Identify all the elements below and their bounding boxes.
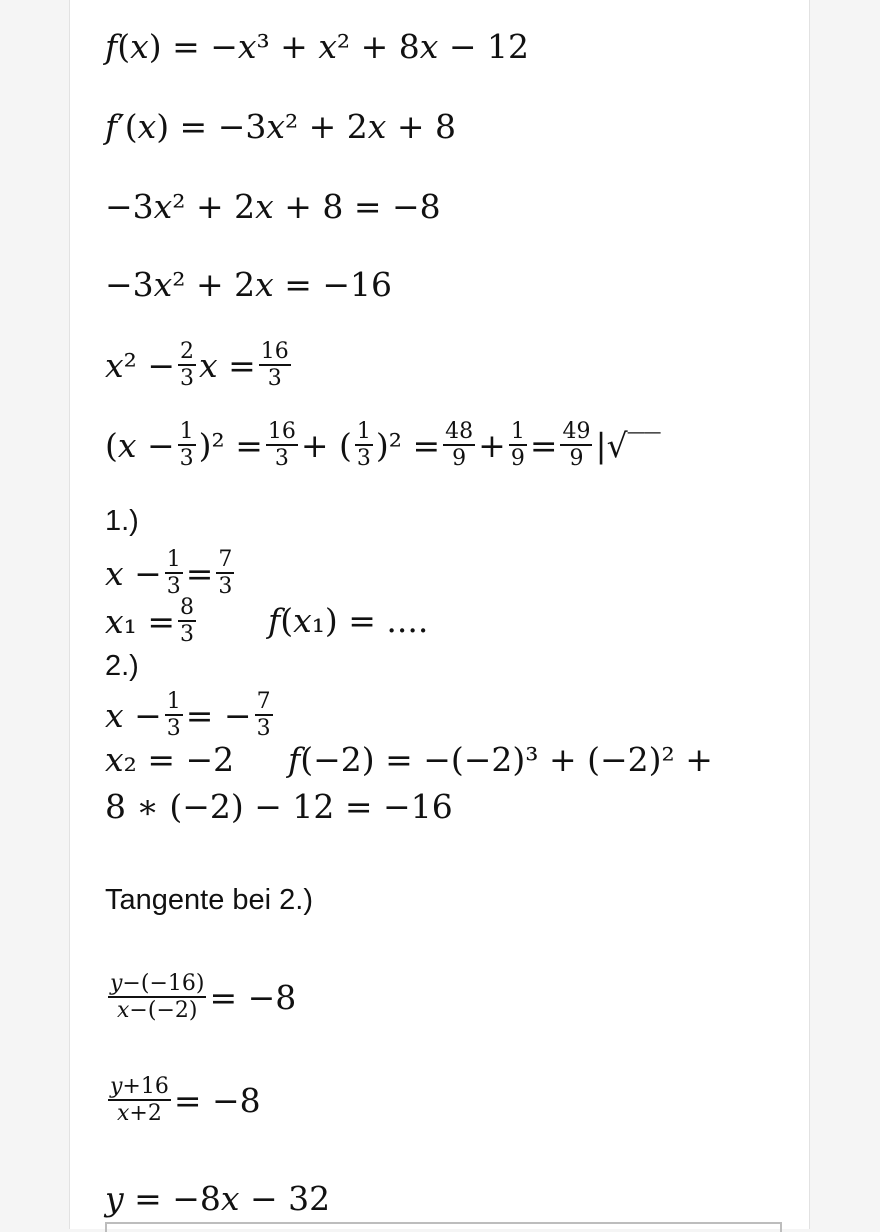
normalized-equation <box>105 340 294 390</box>
fraction <box>108 1075 171 1125</box>
math-part: = −8 <box>173 1080 261 1120</box>
numerator: 48 <box>443 420 475 446</box>
fraction <box>165 548 183 598</box>
case-2-solution <box>105 740 235 779</box>
numerator: 𝑦−(−16) <box>108 972 206 998</box>
denominator: 3 <box>274 446 289 472</box>
numerator: 8 <box>178 596 196 622</box>
fraction <box>259 340 291 390</box>
fraction <box>509 420 527 470</box>
fraction <box>178 596 196 646</box>
denominator: 9 <box>510 446 525 472</box>
math-part: 𝑓(−2) = −(−2)³ + (−2)² + <box>288 740 713 779</box>
math-part: 𝑓(𝑥₁) = .... <box>268 601 429 640</box>
denominator: 3 <box>179 446 194 472</box>
denominator: 𝑥+2 <box>117 1101 162 1127</box>
case-2-equation <box>105 690 276 740</box>
math-line: 𝑓(𝑥) = −𝑥³ + 𝑥² + 8𝑥 − 12 <box>105 27 530 66</box>
case-label: 1.) <box>105 505 139 537</box>
slope-equation <box>105 187 441 226</box>
math-part: )² = <box>198 425 263 465</box>
math-line: −3𝑥² + 2𝑥 + 8 = −8 <box>105 187 441 226</box>
denominator: 3 <box>166 574 181 600</box>
math-part: + <box>478 425 506 465</box>
tangent-result <box>105 1179 331 1218</box>
math-part: 𝑥₁ = <box>105 601 175 641</box>
math-part: 𝑥 − <box>105 553 162 593</box>
numerator: 7 <box>255 690 273 716</box>
tangent-heading <box>105 884 313 917</box>
denominator: 3 <box>267 366 282 392</box>
case-2-continuation <box>105 787 453 826</box>
numerator: 16 <box>266 420 298 446</box>
case-2-label <box>105 650 139 683</box>
tangent-simplified-equation <box>105 1075 261 1125</box>
math-part: 𝑦 = −8𝑥 − 32 <box>105 1179 331 1218</box>
fraction <box>178 420 196 470</box>
math-part: 8 ∗ (−2) − 12 = −16 <box>105 787 453 826</box>
math-part: 𝑥₂ = −2 <box>105 740 235 779</box>
numerator: 1 <box>355 420 373 446</box>
case-label: 2.) <box>105 650 139 682</box>
math-part: (𝑥 − <box>105 425 175 465</box>
numerator: 𝑦+16 <box>108 1075 171 1101</box>
fraction <box>443 420 475 470</box>
denominator: 𝑥−(−2) <box>117 998 198 1024</box>
math-part: )² = <box>375 425 441 465</box>
fraction <box>108 972 206 1022</box>
derivative-line <box>105 107 457 146</box>
simplified-equation <box>105 265 392 304</box>
numerator: 1 <box>178 420 196 446</box>
numerator: 1 <box>165 690 183 716</box>
fraction <box>178 340 196 390</box>
numerator: 1 <box>509 420 527 446</box>
math-part: + ( <box>300 425 352 465</box>
numerator: 16 <box>259 340 291 366</box>
math-line: 𝑓′(𝑥) = −3𝑥² + 2𝑥 + 8 <box>105 107 457 146</box>
math-line: −3𝑥² + 2𝑥 = −16 <box>105 265 392 304</box>
fraction <box>216 548 234 598</box>
denominator: 3 <box>256 716 271 742</box>
completing-square-line <box>105 420 661 470</box>
answer-input-box[interactable] <box>105 1222 782 1232</box>
function-definition <box>105 27 530 66</box>
fraction <box>560 420 592 470</box>
denominator: 3 <box>166 716 181 742</box>
math-part: 𝑥² − <box>105 345 175 385</box>
numerator: 49 <box>560 420 592 446</box>
math-part: = −8 <box>209 977 297 1017</box>
sqrt-symbol: |√‾‾ <box>595 425 661 465</box>
denominator: 3 <box>179 622 194 648</box>
numerator: 7 <box>216 548 234 574</box>
fraction <box>165 690 183 740</box>
denominator: 3 <box>218 574 233 600</box>
case-1-label <box>105 505 139 538</box>
heading-text: Tangente bei 2.) <box>105 884 313 916</box>
numerator: 2 <box>178 340 196 366</box>
fraction <box>266 420 298 470</box>
denominator: 3 <box>356 446 371 472</box>
case-1-equation <box>105 548 237 598</box>
numerator: 1 <box>165 548 183 574</box>
math-part: 𝑥 − <box>105 695 162 735</box>
case-1-solution <box>105 596 199 646</box>
case-2-function-value <box>288 740 713 779</box>
fraction <box>355 420 373 470</box>
denominator: 9 <box>452 446 467 472</box>
tangent-slope-equation <box>105 972 296 1022</box>
math-part: = <box>185 553 214 593</box>
case-1-function-value <box>268 601 429 640</box>
math-part: = <box>529 425 558 465</box>
denominator: 3 <box>179 366 194 392</box>
math-part: 𝑥 = <box>198 345 256 385</box>
denominator: 9 <box>569 446 584 472</box>
math-part: = − <box>185 695 252 735</box>
fraction <box>255 690 273 740</box>
